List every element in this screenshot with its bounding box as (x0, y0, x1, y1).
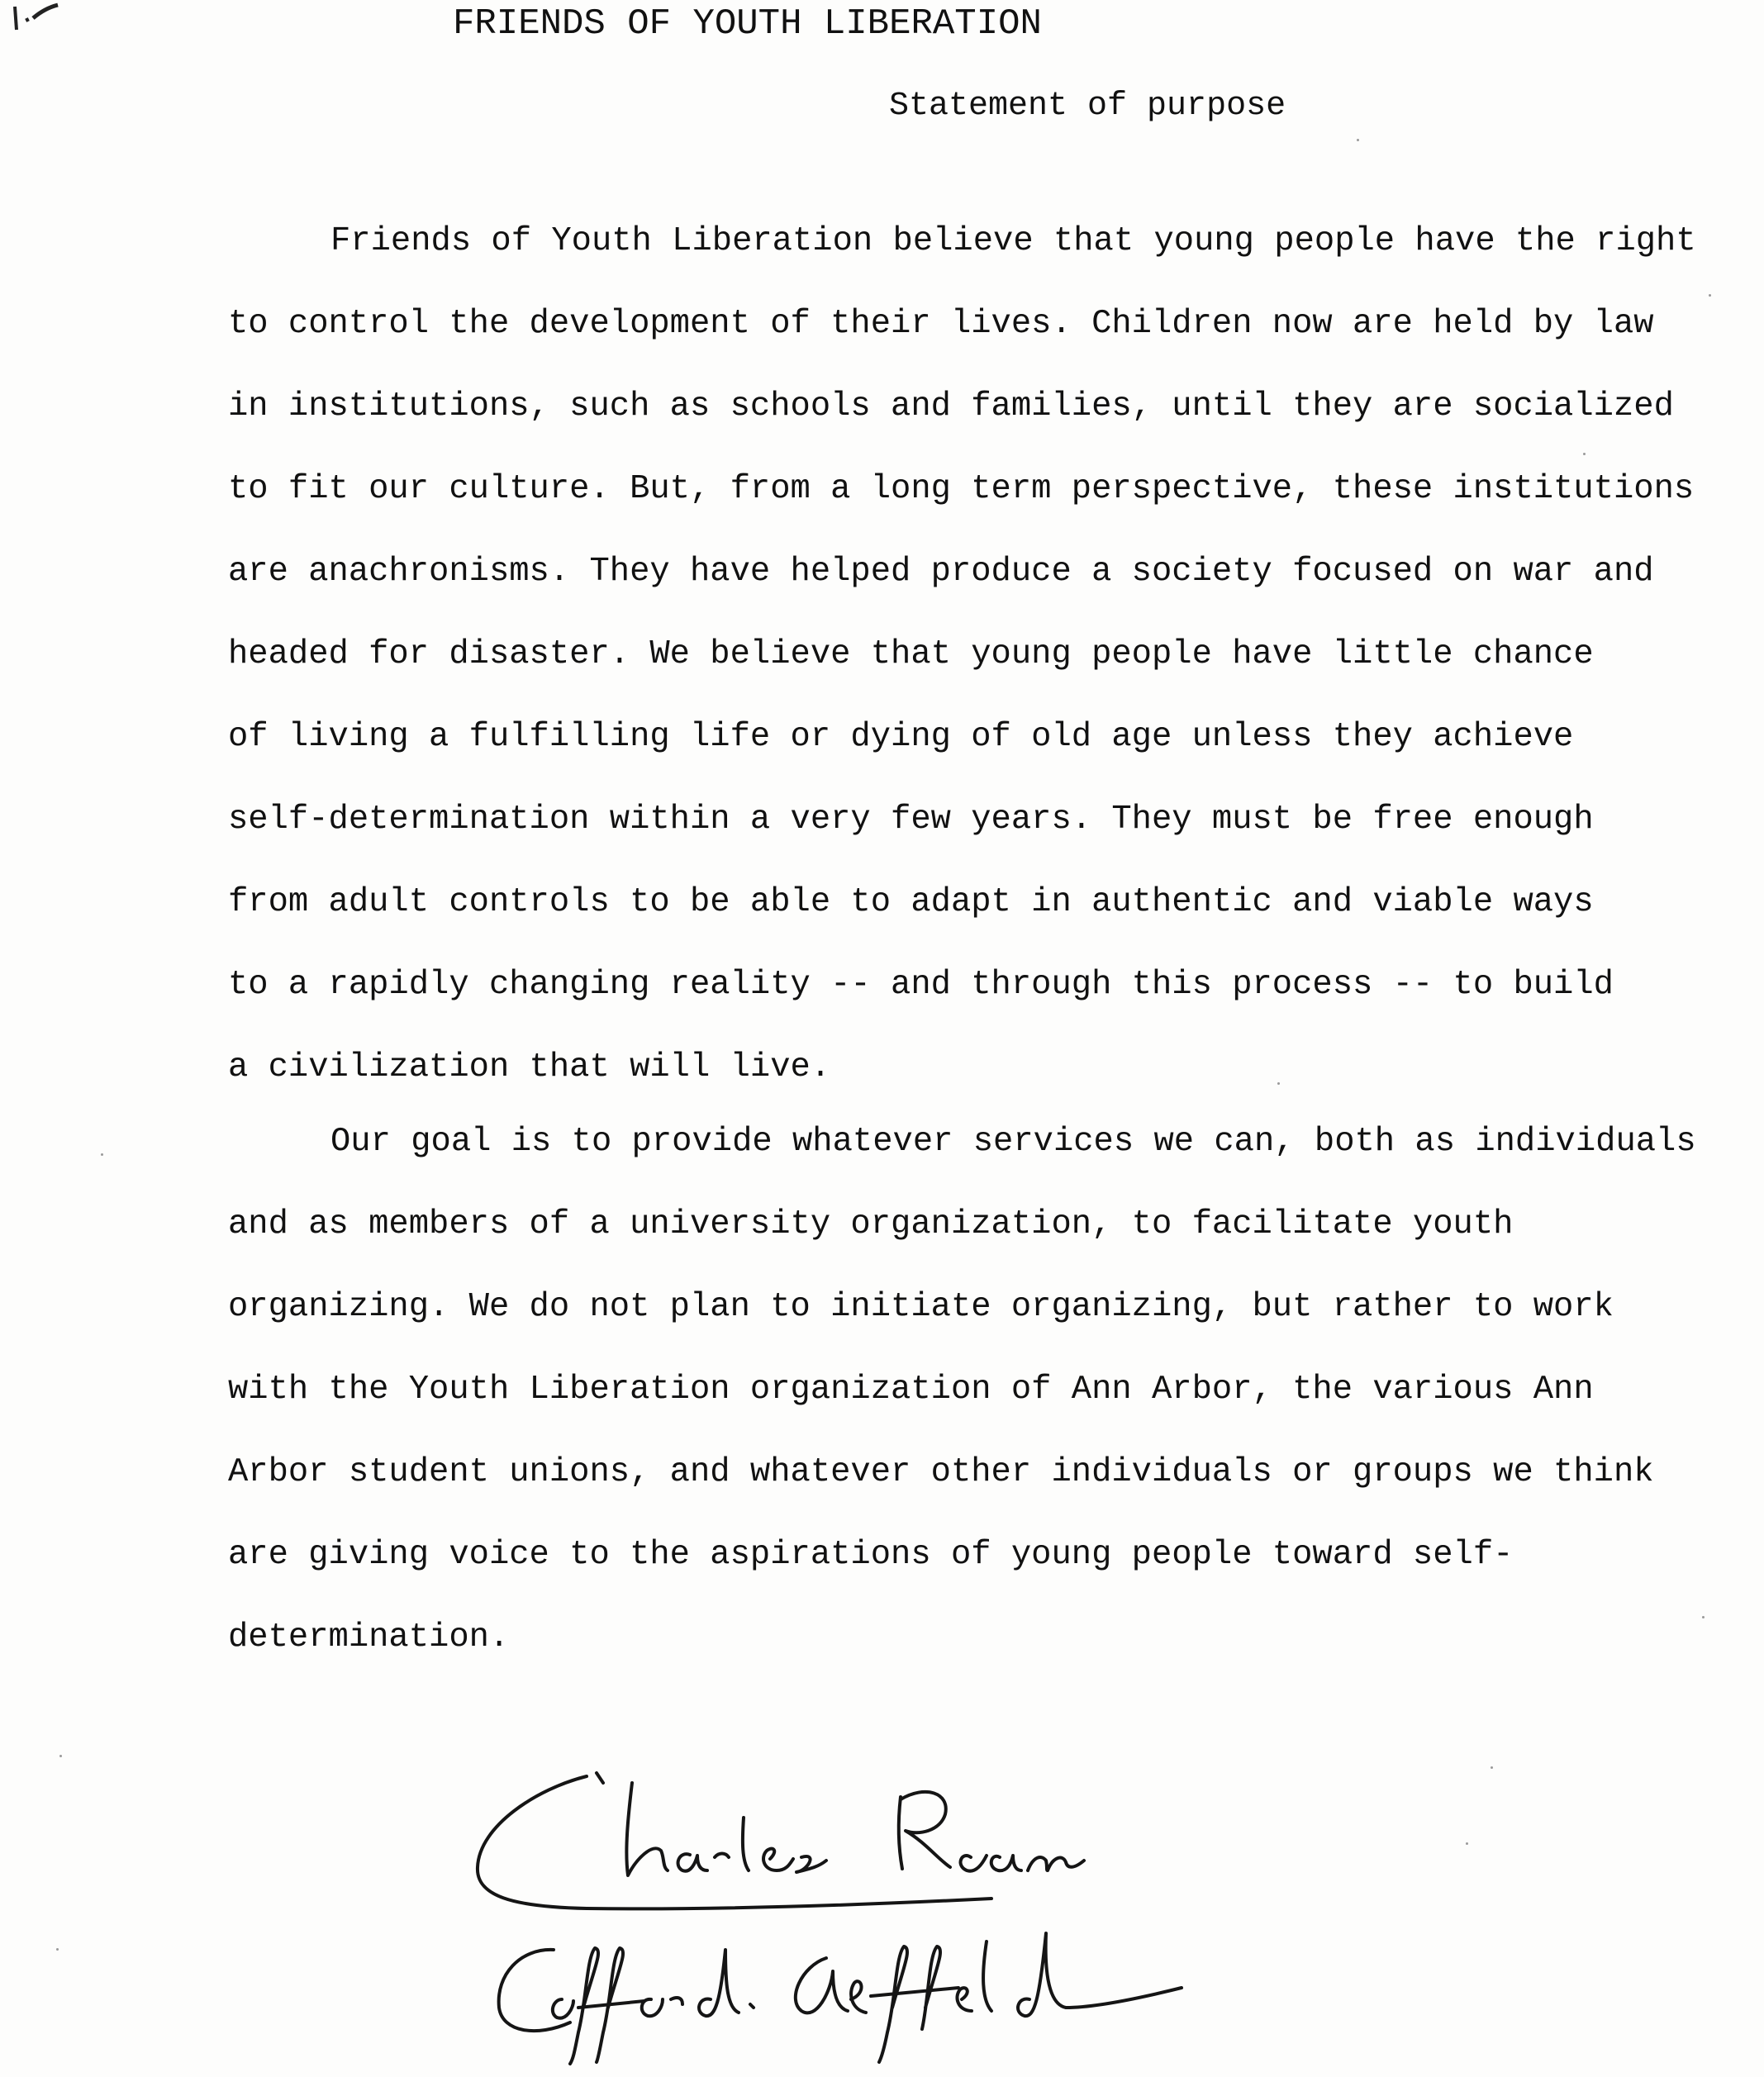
text-line: of living a fulfilling life or dying of old age unless they achieve (228, 718, 1574, 756)
paper-speck (1709, 294, 1711, 297)
text-line: a civilization that will live. (228, 1048, 831, 1086)
text-line: and as members of a university organization, to facilitate youth (228, 1205, 1514, 1243)
text-line: to control the development of their lives. Children now are held by law (228, 305, 1654, 343)
paper-speck (59, 1755, 62, 1757)
corner-pen-mark (3, 0, 61, 41)
paper-speck (1491, 1766, 1493, 1769)
text-line: to a rapidly changing reality -- and through this process -- to build (228, 966, 1614, 1004)
paper-speck (101, 1153, 103, 1156)
text-line: Arbor student unions, and whatever other individuals or groups we think (228, 1453, 1654, 1491)
text-line: headed for disaster. We believe that young people have little chance (228, 635, 1594, 673)
text-line: in institutions, such as schools and families, until they are socialized (228, 387, 1674, 425)
paper-speck (1702, 1616, 1705, 1618)
paper-speck (1583, 453, 1586, 455)
document-title: FRIENDS OF YOUTH LIBERATION (453, 3, 1042, 45)
text-line: Friends of Youth Liberation believe that young people have the right (330, 222, 1696, 260)
paper-speck (1466, 1842, 1468, 1845)
text-line: determination. (228, 1618, 510, 1656)
text-line: Our goal is to provide whatever services we can, both as individuals (330, 1123, 1696, 1161)
paper-speck (1277, 1082, 1280, 1085)
paper-speck (1357, 139, 1359, 141)
text-line: to fit our culture. But, from a long term perspective, these institutions (228, 470, 1695, 508)
text-line: are giving voice to the aspirations of young people toward self- (228, 1536, 1514, 1574)
text-line: with the Youth Liberation organization of Ann Arbor, the various Ann (228, 1371, 1594, 1409)
document-subtitle: Statement of purpose (889, 88, 1286, 125)
text-line: self-determination within a very few years. They must be free enough (228, 801, 1594, 839)
paper-speck (56, 1948, 59, 1951)
text-line: organizing. We do not plan to initiate organizing, but rather to work (228, 1288, 1614, 1326)
text-line: are anachronisms. They have helped produce a society focused on war and (228, 553, 1654, 591)
handwritten-signatures (463, 1760, 1272, 2074)
text-line: from adult controls to be able to adapt in authentic and viable ways (228, 883, 1594, 921)
signature-charles-ream (478, 1773, 1084, 1908)
signature-clifford-altfeld (499, 1933, 1182, 2064)
